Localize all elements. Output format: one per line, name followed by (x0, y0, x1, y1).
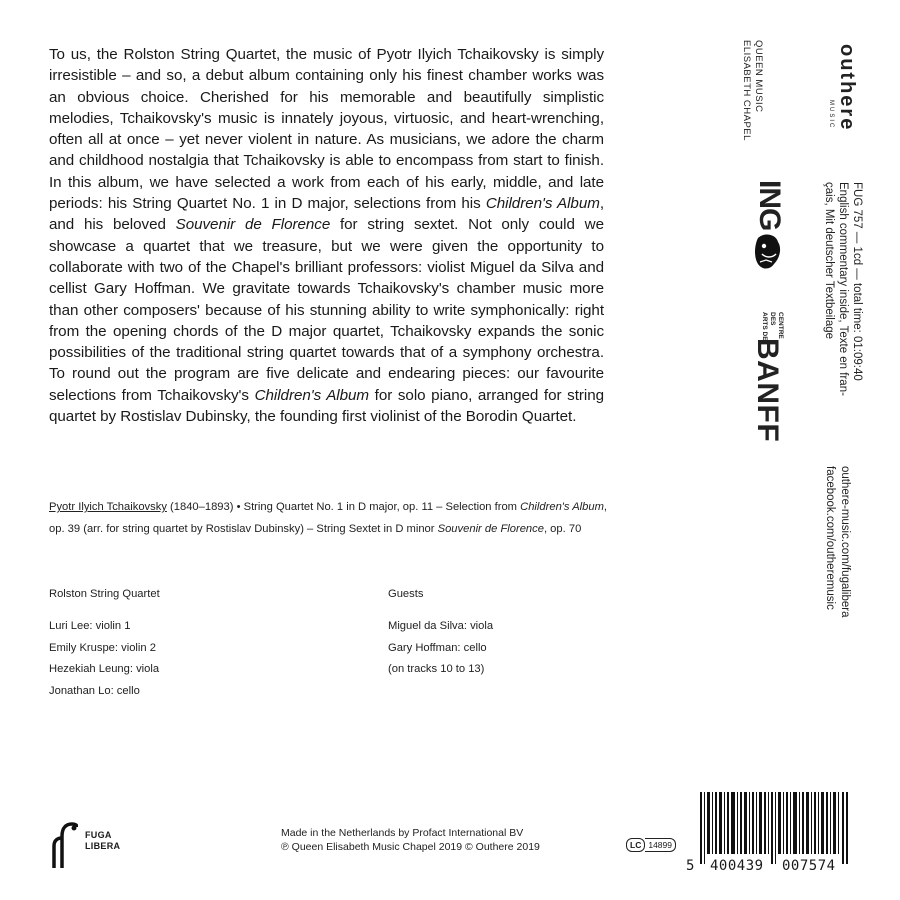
barcode-left-digits: 400439 (710, 858, 764, 874)
barcode-right-digits: 007574 (782, 858, 836, 874)
fuga-libera-label: FUGA LIBERA (85, 830, 121, 851)
catalog-info: FUG 757 — 1cd — total time: 01:09:40 English commentary inside, Texte en fran- çais, Mit deutscher Textbeilage (823, 182, 863, 396)
guests-heading: Guests (388, 588, 424, 600)
facebook-link[interactable]: facebook.com/outheremusic (824, 466, 836, 610)
label-code: LC 14899 (626, 838, 676, 852)
list-item: Jonathan Lo: cello (49, 684, 140, 697)
web-links (822, 466, 852, 618)
lion-icon (752, 232, 784, 272)
guests-list (388, 587, 493, 681)
barcode-digit: 5 (686, 858, 695, 874)
works-list: Pyotr Ilyich Tchaikovsky (1840–1893) • String Quartet No. 1 in D major, op. 11 – Selection from Children's Album, op. 39 (arr. for string quartet by Rostislav Dubinsky) – String Sextet in D minor Souvenir de Florence, op. 70 (49, 501, 608, 535)
banff-logo: BANFF (751, 338, 784, 443)
list-item: Gary Hoffman: cello (388, 641, 487, 654)
quartet-list (49, 587, 160, 702)
list-item: Miguel da Silva: viola (388, 620, 494, 632)
fuga-libera-logo-icon (50, 822, 78, 868)
list-item: Luri Lee: violin 1 (49, 620, 131, 632)
list-item: Emily Kruspe: violin 2 (49, 641, 156, 654)
barcode (700, 792, 849, 864)
ing-logo: ING (753, 180, 786, 231)
intro-text: To us, the Rolston String Quartet, the music of Pyotr Ilyich Tchaikovsky is simply irresistible – and so, a debut album containing only his finest chamber works was an obvious choice. Cherished for his memorable and beautifully simplistic melodies, Tchaikovsky's music is innately joyous, virtuosic, and heart-wrenching, often all at once – yet never violent in nature. As musicians, we adore the charm and childhood nostalgia that Tchaikovsky is able to encompass from start to finish. In this album, we have selected a work from each of his early, middle, and late periods: his String Quartet No. 1 in D major, selections from his Children's Album, and his beloved Souvenir de Florence for string sextet. Not only could we showcase a quartet that we treasure, but we were given the opportunity to collaborate with two of the Chapel's brilliant professors: violist Miguel da Silva and cellist Gary Hoffman. We gravitate towards Tchaikovsky's chamber music more than other composers' because of his stunning ability to write symphonically: right from the opening chords of the D major quartet, Tchaikovsky expands the sonic possibilities of the traditional string quartet towards that of a symphony orchestra. To round out the program are five delicate and endearing pieces: our favourite selections from Tchaikovsky's Children's Album for solo piano, arranged for string quartet by Rostislav Dubinsky, the founding first violinist of the Borodin Quartet. (49, 46, 604, 426)
manufacturing-info: Made in the Netherlands by Profact International BV ℗ Queen Elisabeth Music Chapel 2019 © Outhere 2019 (281, 827, 540, 853)
list-item: (on tracks 10 to 13) (388, 663, 485, 675)
website-link[interactable]: outhere-music.com/fugalibera (839, 466, 851, 618)
queen-elisabeth-chapel-logo: QUEEN MUSIC ELISABETH CHAPEL (741, 40, 764, 141)
list-item: Hezekiah Leung: viola (49, 663, 160, 675)
quartet-heading: Rolston String Quartet (49, 588, 160, 600)
banff-centre-label: CENTRE DES ARTS DE (761, 312, 784, 341)
composer-name: Pyotr Ilyich Tchaikovsky (49, 501, 167, 513)
outhere-logo: outhere (836, 44, 858, 132)
outhere-music-label: MUSIC (828, 100, 834, 130)
